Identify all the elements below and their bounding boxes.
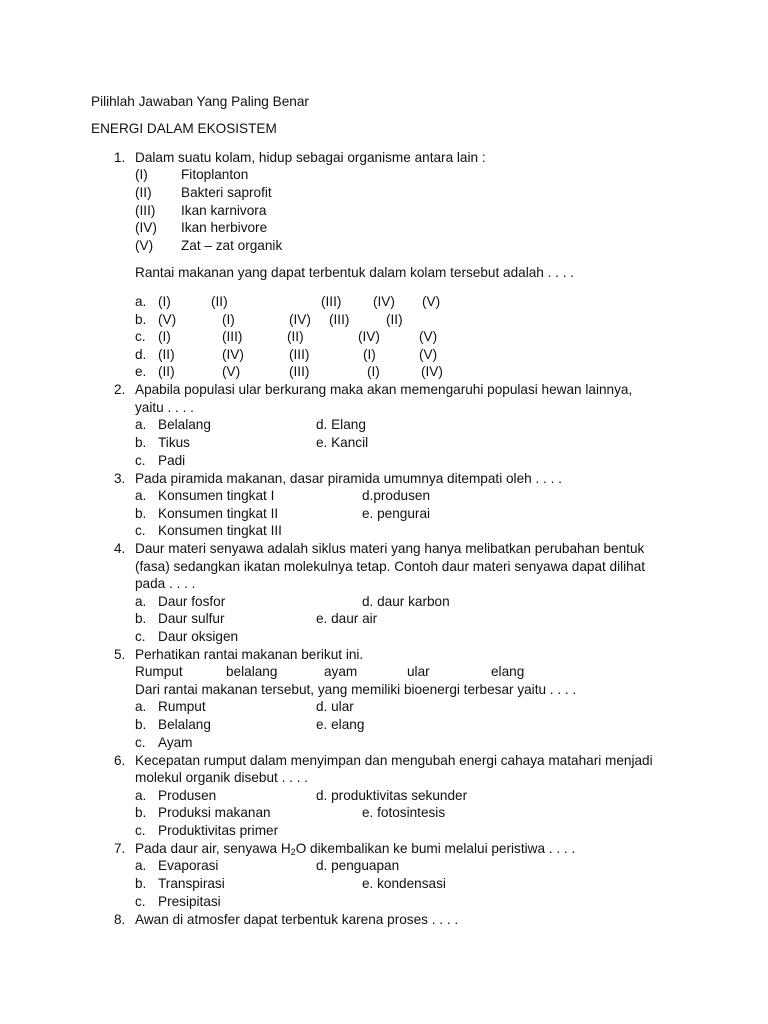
option-letter: a. [135,594,147,609]
sequence-item: (I) [158,294,171,309]
option-letter: b. [135,611,147,626]
option-text: Padi [158,453,186,468]
question-prompt: Rantai makanan yang dapat terbentuk dalam kolam tersebut adalah . . . . [135,265,575,280]
question-number: 8. [114,912,126,927]
option-text: Daur sulfur [158,611,225,626]
question-number: 5. [114,647,126,662]
sequence-item: (I) [222,312,235,327]
option-text: Ayam [158,735,193,750]
sequence-item: (II) [158,364,175,379]
sequence-item: (I) [158,329,171,344]
sequence-item: (IV) [222,347,244,362]
option-letter: a. [135,788,147,803]
option-text: e. elang [316,717,365,732]
option-letter: d. [135,347,147,362]
question-number: 7. [114,841,126,856]
option-text: e. Kancil [316,435,369,450]
food-chain-item: ular [407,664,430,679]
question-text: Perhatikan rantai makanan berikut ini. [135,647,364,662]
option-letter: a. [135,699,147,714]
question-text-post: O dikembalikan ke bumi melalui peristiwa . . . . [295,841,576,856]
sequence-item: (II) [287,329,304,344]
question-text: yaitu . . . . [135,400,194,415]
option-text: d. Elang [316,417,366,432]
question-text-pre: Pada daur air, senyawa H [135,841,291,856]
option-letter: c. [135,823,146,838]
option-text: d. produktivitas sekunder [316,788,468,803]
option-text: Daur fosfor [158,594,226,609]
option-text: Tikus [158,435,190,450]
question-number: 2. [114,382,126,397]
option-letter: b. [135,876,147,891]
sequence-item: (III) [329,312,350,327]
organism-label: Ikan herbivore [181,220,268,235]
roman-numeral: (II) [135,185,152,200]
sequence-item: (V) [222,364,241,379]
sequence-item: (III) [289,347,310,362]
option-text: Presipitasi [158,894,221,909]
sequence-item: (IV) [421,364,443,379]
option-letter: b. [135,717,147,732]
option-letter: b. [135,506,147,521]
option-text: Konsumen tingkat I [158,488,275,503]
option-text: d. ular [316,699,354,714]
option-text: Transpirasi [158,876,225,891]
option-letter: c. [135,329,146,344]
roman-numeral: (IV) [135,220,157,235]
question-number: 4. [114,541,126,556]
option-letter: b. [135,312,147,327]
option-letter: c. [135,523,146,538]
sequence-item: (IV) [289,312,311,327]
sequence-item: (V) [419,347,438,362]
option-text: Evaporasi [158,858,219,873]
option-text: Daur oksigen [158,629,239,644]
sequence-item: (V) [158,312,177,327]
sequence-item: (V) [422,294,441,309]
question-text: Daur materi senyawa adalah siklus materi yang hanya melibatkan perubahan bentuk [135,541,645,556]
question-text: Dalam suatu kolam, hidup sebagai organisme antara lain : [135,150,486,165]
sequence-item: (I) [363,347,376,362]
option-letter: b. [135,435,147,450]
option-text: Konsumen tingkat II [158,506,279,521]
question-number: 1. [114,150,126,165]
instruction-text: Pilihlah Jawaban Yang Paling Benar [91,94,309,109]
option-letter: e. [135,364,147,379]
option-letter: b. [135,805,147,820]
question-text: pada . . . . [135,576,196,591]
option-text: Produktivitas primer [158,823,279,838]
sequence-item: (V) [419,329,438,344]
option-text: d. daur karbon [362,594,450,609]
option-text: Belalang [158,717,211,732]
option-text: Produksi makanan [158,805,271,820]
option-text: d. penguapan [316,858,400,873]
option-text: e. fotosintesis [362,805,446,820]
sequence-item: (II) [158,347,175,362]
option-letter: a. [135,417,147,432]
question-text: Pada piramida makanan, dasar piramida umumnya ditempati oleh . . . . [135,471,562,486]
question-text: Awan di atmosfer dapat terbentuk karena proses . . . . [135,912,459,927]
question-text [135,842,575,856]
sequence-item: (II) [386,312,403,327]
question-text: Dari rantai makanan tersebut, yang memiliki bioenergi terbesar yaitu . . . . [135,682,577,697]
question-text: (fasa) sedangkan ikatan molekulnya tetap. Contoh daur materi senyawa dapat dilihat [135,559,646,574]
question-number: 3. [114,471,126,486]
roman-numeral: (I) [135,167,148,182]
food-chain-item: Rumput [135,664,183,679]
organism-label: Zat – zat organik [181,238,283,253]
option-text: Rumput [158,699,206,714]
question-text: molekul organik disebut . . . . [135,770,309,785]
option-text: d.produsen [362,488,431,503]
option-text: Belalang [158,417,211,432]
option-letter: a. [135,294,147,309]
food-chain-item: belalang [226,664,278,679]
option-text: e. kondensasi [362,876,446,891]
organism-label: Fitoplanton [181,167,249,182]
question-text: Apabila populasi ular berkurang maka akan memengaruhi populasi hewan lainnya, [135,382,633,397]
sequence-item: (III) [222,329,243,344]
option-letter: a. [135,858,147,873]
option-text: Konsumen tingkat III [158,523,282,538]
option-letter: c. [135,629,146,644]
option-letter: c. [135,894,146,909]
option-letter: c. [135,735,146,750]
option-text: e. pengurai [362,506,431,521]
option-letter: c. [135,453,146,468]
organism-label: Ikan karnivora [181,203,267,218]
sequence-item: (III) [289,364,310,379]
option-letter: a. [135,488,147,503]
organism-label: Bakteri saprofit [181,185,272,200]
option-text: e. daur air [316,611,378,626]
food-chain-item: elang [491,664,525,679]
subscript-two: 2 [290,847,296,857]
question-number: 6. [114,753,126,768]
sequence-item: (III) [321,294,342,309]
roman-numeral: (III) [135,203,156,218]
sequence-item: (IV) [373,294,395,309]
sequence-item: (II) [211,294,228,309]
roman-numeral: (V) [135,238,154,253]
option-text: Produsen [158,788,217,803]
sequence-item: (IV) [358,329,380,344]
question-text: Kecepatan rumput dalam menyimpan dan mengubah energi cahaya matahari menjadi [135,753,653,768]
food-chain-item: ayam [324,664,358,679]
section-heading: ENERGI DALAM EKOSISTEM [91,121,277,136]
sequence-item: (I) [367,364,380,379]
